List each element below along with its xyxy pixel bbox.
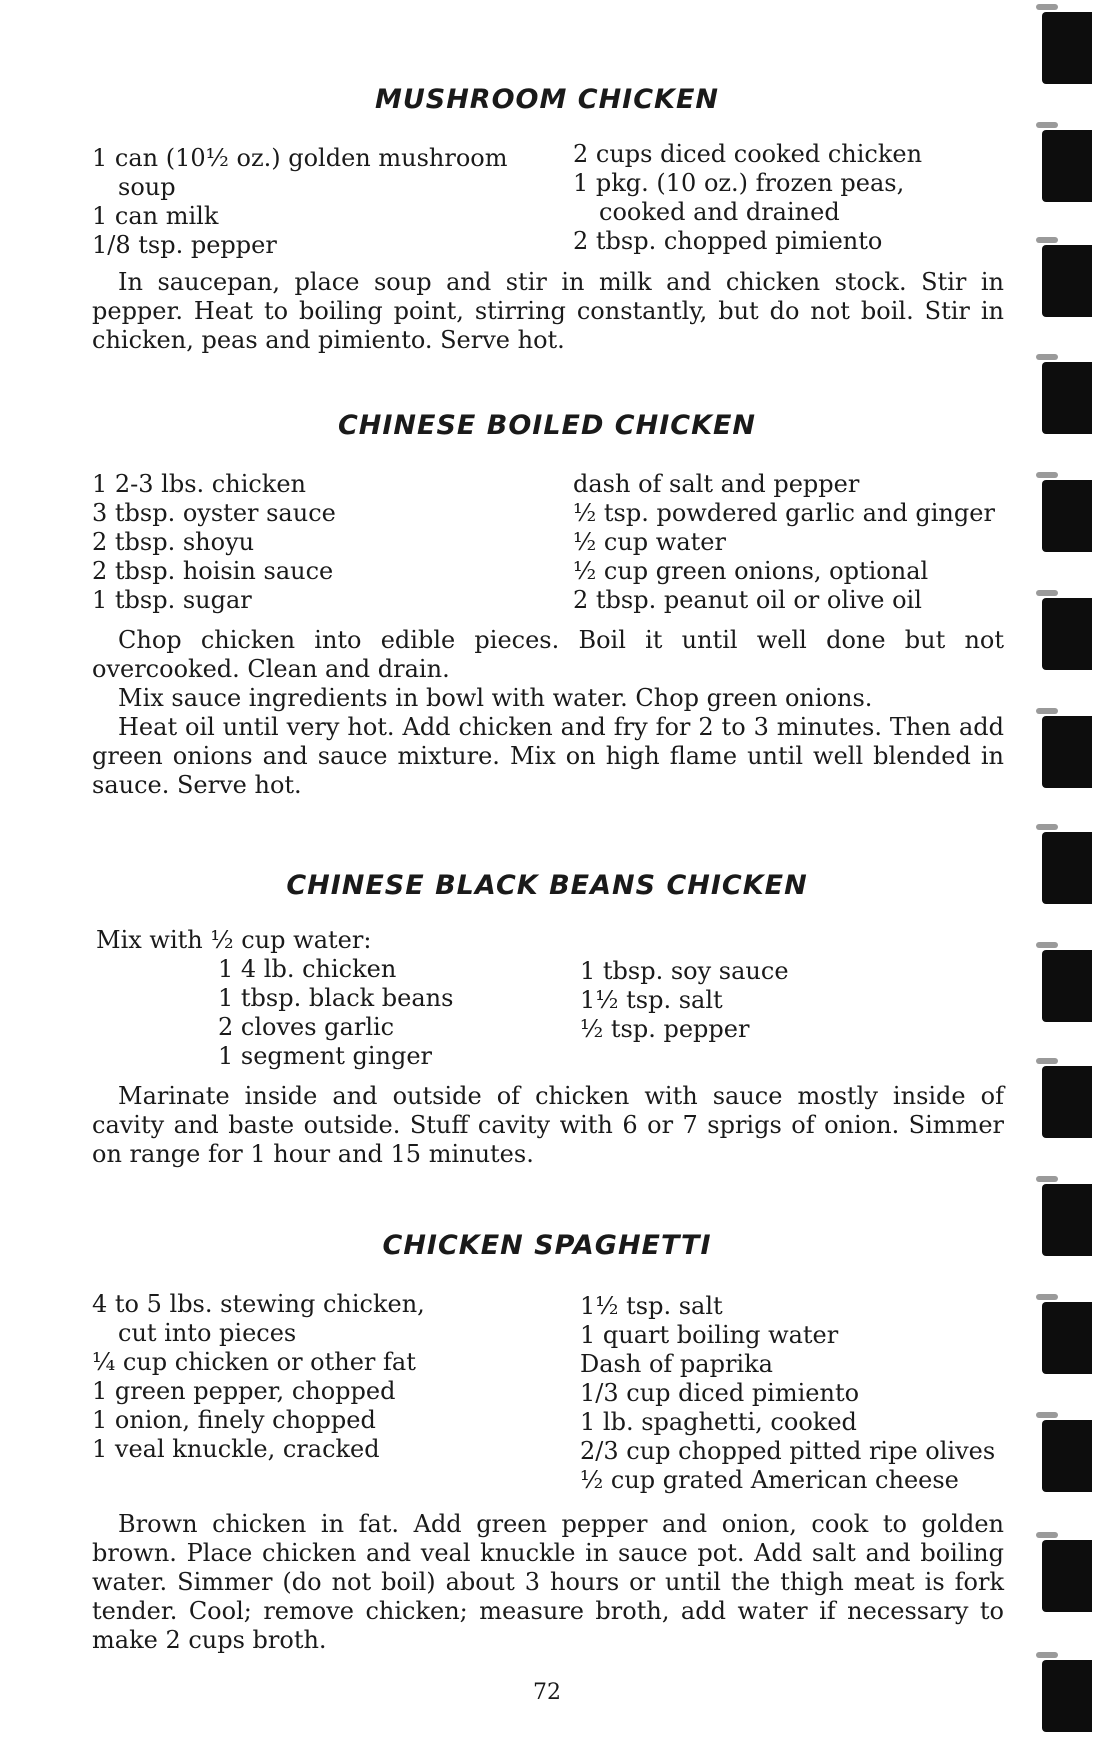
directions-chicken-spaghetti bbox=[92, 1510, 1004, 1655]
binding-coil bbox=[1042, 1660, 1092, 1732]
ingredients-left-chinese-boiled-chicken bbox=[92, 470, 336, 615]
ingredient: 2/3 cup chopped pitted ripe olives bbox=[580, 1437, 996, 1465]
ingredient: 1 2-3 lbs. chicken bbox=[92, 470, 307, 498]
ingredients-right-chicken-spaghetti bbox=[580, 1292, 995, 1495]
ingredient: ½ cup green onions, optional bbox=[573, 557, 929, 585]
direction-paragraph: In saucepan, place soup and stir in milk and chicken stock. Stir in pepper. Heat to boiling point, stirring constantly, but do not boil. Stir in chicken, peas and pimiento. Serve hot. bbox=[92, 268, 1004, 354]
ingredient: cut into pieces bbox=[118, 1319, 297, 1347]
ingredients-left-chicken-spaghetti bbox=[92, 1290, 425, 1464]
binding-coil bbox=[1042, 1540, 1092, 1612]
direction-paragraph: Brown chicken in fat. Add green pepper and onion, cook to golden brown. Place chicken and veal knuckle in sauce pot. Add salt and boiling water. Simmer (do not boil) about 3 hours or until the thigh meat is fork tender. Cool; remove chicken; measure broth, add water if necessary to make 2 cups broth. bbox=[92, 1510, 1004, 1654]
recipe-title-chicken-spaghetti: CHICKEN SPAGHETTI bbox=[382, 1230, 712, 1261]
binding-coil bbox=[1042, 716, 1092, 788]
ingredient: 1 lb. spaghetti, cooked bbox=[580, 1408, 857, 1436]
spiral-binding bbox=[1030, 0, 1094, 1739]
ingredient: 1 veal knuckle, cracked bbox=[92, 1435, 380, 1463]
ingredient: dash of salt and pepper bbox=[573, 470, 860, 498]
ingredient: ¼ cup chicken or other fat bbox=[92, 1348, 416, 1376]
ingredient: 1 can (10½ oz.) golden mushroom bbox=[92, 144, 508, 172]
binding-coil bbox=[1042, 1184, 1092, 1256]
binding-coil bbox=[1042, 480, 1092, 552]
ingredient: 3 tbsp. oyster sauce bbox=[92, 499, 336, 527]
binding-coil bbox=[1042, 1066, 1092, 1138]
ingredient: 1½ tsp. salt bbox=[580, 1292, 723, 1320]
ingredients-right-chinese-black-beans-chicken bbox=[580, 957, 789, 1044]
ingredient: 1 can milk bbox=[92, 202, 219, 230]
binding-coil bbox=[1042, 130, 1092, 202]
directions-mushroom-chicken bbox=[92, 268, 1004, 355]
page-number: 72 bbox=[533, 1680, 561, 1705]
directions-chinese-black-beans-chicken bbox=[92, 1082, 1004, 1169]
ingredient: 1 green pepper, chopped bbox=[92, 1377, 396, 1405]
ingredient: 4 to 5 lbs. stewing chicken, bbox=[92, 1290, 425, 1318]
ingredients-right-mushroom-chicken bbox=[573, 140, 922, 256]
recipe-title-chinese-black-beans-chicken: CHINESE BLACK BEANS CHICKEN bbox=[286, 870, 808, 901]
ingredient: 1/8 tsp. pepper bbox=[92, 231, 277, 259]
direction-paragraph: Heat oil until very hot. Add chicken and fry for 2 to 3 minutes. Then add green onions and sauce mixture. Mix on high flame until well blended in sauce. Serve hot. bbox=[92, 713, 1004, 799]
ingredient: 1 tbsp. black beans bbox=[218, 984, 454, 1012]
ingredient: 1/3 cup diced pimiento bbox=[580, 1379, 860, 1407]
directions-chinese-boiled-chicken bbox=[92, 626, 1004, 800]
direction-paragraph: Chop chicken into edible pieces. Boil it until well done but not overcooked. Clean and drain. bbox=[92, 626, 1004, 683]
ingredient: 2 cloves garlic bbox=[218, 1013, 395, 1041]
binding-coil bbox=[1042, 950, 1092, 1022]
binding-coil bbox=[1042, 245, 1092, 317]
ingredient: 1 tbsp. sugar bbox=[92, 586, 252, 614]
ingredient: 2 cups diced cooked chicken bbox=[573, 140, 923, 168]
ingredient: 2 tbsp. shoyu bbox=[92, 528, 255, 556]
ingredient: 2 tbsp. chopped pimiento bbox=[573, 227, 883, 255]
ingredients-right-chinese-boiled-chicken bbox=[573, 470, 995, 615]
ingredient: ½ cup water bbox=[573, 528, 726, 556]
ingredient: 1½ tsp. salt bbox=[580, 986, 723, 1014]
ingredient: 1 onion, finely chopped bbox=[92, 1406, 376, 1434]
binding-coil bbox=[1042, 832, 1092, 904]
binding-coil bbox=[1042, 598, 1092, 670]
recipe-title-chinese-boiled-chicken: CHINESE BOILED CHICKEN bbox=[337, 410, 757, 441]
binding-coil bbox=[1042, 12, 1092, 84]
direction-paragraph: Marinate inside and outside of chicken with sauce mostly inside of cavity and baste outside. Stuff cavity with 6 or 7 sprigs of onion. Simmer on range for 1 hour and 15 minutes. bbox=[92, 1082, 1004, 1168]
ingredient: 1 tbsp. soy sauce bbox=[580, 957, 789, 985]
binding-coil bbox=[1042, 362, 1092, 434]
ingredient: 1 4 lb. chicken bbox=[218, 955, 397, 983]
direction-paragraph: Mix sauce ingredients in bowl with water. Chop green onions. bbox=[118, 684, 873, 712]
ingredient: ½ tsp. powdered garlic and ginger bbox=[573, 499, 995, 527]
ingredients-left-mushroom-chicken bbox=[92, 144, 508, 260]
ingredient: 1 segment ginger bbox=[218, 1042, 433, 1070]
ingredient: 2 tbsp. hoisin sauce bbox=[92, 557, 334, 585]
ingredient: cooked and drained bbox=[599, 198, 840, 226]
binding-coil bbox=[1042, 1420, 1092, 1492]
ingredient: ½ cup grated American cheese bbox=[580, 1466, 959, 1494]
ingredient: Dash of paprika bbox=[580, 1350, 773, 1378]
ingredients-intro-text: Mix with ½ cup water: bbox=[96, 926, 372, 954]
ingredient: 2 tbsp. peanut oil or olive oil bbox=[573, 586, 922, 614]
ingredient: ½ tsp. pepper bbox=[580, 1015, 750, 1043]
ingredient: 1 quart boiling water bbox=[580, 1321, 839, 1349]
recipe-title-mushroom-chicken: MUSHROOM CHICKEN bbox=[374, 84, 720, 115]
ingredients-intro bbox=[96, 926, 371, 955]
binding-coil bbox=[1042, 1302, 1092, 1374]
ingredient: soup bbox=[118, 173, 176, 201]
ingredient: 1 pkg. (10 oz.) frozen peas, bbox=[573, 169, 905, 197]
ingredients-left-chinese-black-beans-chicken bbox=[218, 955, 453, 1071]
